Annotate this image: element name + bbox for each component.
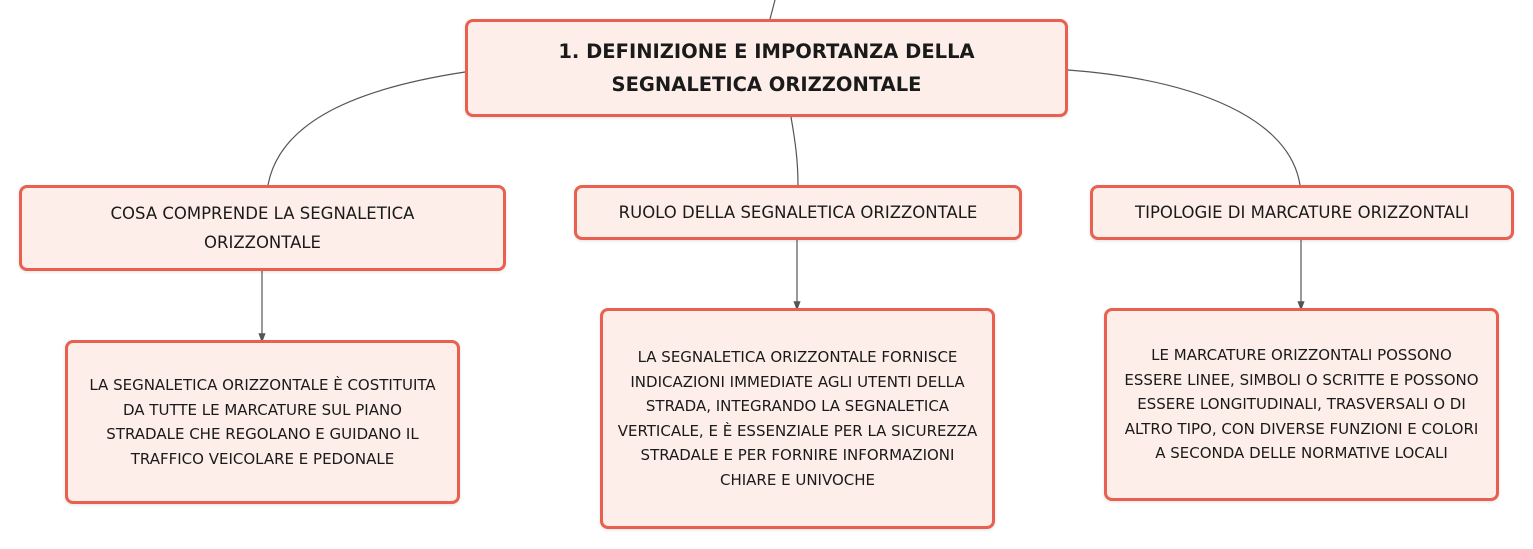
root-label-line-1: 1. DEFINIZIONE E IMPORTANZA DELLA bbox=[558, 40, 975, 63]
root-label-line-2: SEGNALETICA ORIZZONTALE bbox=[611, 73, 922, 96]
branch-node-tipologie[interactable] bbox=[1090, 185, 1514, 240]
detail-text: LE MARCATURE ORIZZONTALI POSSONO ESSERE LINEE, SIMBOLI O SCRITTE E POSSONO ESSERE LONGITUDINALI, TRASVERSALI O DI ALTRO TIPO, CON DIVERSE FUNZIONI E COLORI A SECONDA DELLE NORMATIVE LOCALI bbox=[1124, 346, 1479, 463]
connector-root-to-branch-3 bbox=[1068, 70, 1300, 185]
connector-root-to-branch-1 bbox=[268, 72, 465, 185]
root-label bbox=[558, 35, 974, 101]
connector-parent-to-root bbox=[770, 0, 775, 19]
detail-node-tipologie[interactable] bbox=[1104, 308, 1499, 501]
branch-node-cosa-comprende[interactable] bbox=[19, 185, 506, 271]
detail-node-ruolo[interactable] bbox=[600, 308, 995, 529]
branch-node-ruolo[interactable] bbox=[574, 185, 1022, 240]
root-node[interactable] bbox=[465, 19, 1068, 117]
connector-root-to-branch-2 bbox=[791, 117, 798, 185]
detail-text: LA SEGNALETICA ORIZZONTALE FORNISCE INDICAZIONI IMMEDIATE AGLI UTENTI DELLA STRADA, INTEGRANDO LA SEGNALETICA VERTICALE, E È ESSENZIALE PER LA SICUREZZA STRADALE E PER FORNIRE INFORMAZIONI CHIARE E UNIVOCHE bbox=[617, 348, 978, 489]
detail-text: LA SEGNALETICA ORIZZONTALE È COSTITUITA DA TUTTE LE MARCATURE SUL PIANO STRADALE CHE REGOLANO E GUIDANO IL TRAFFICO VEICOLARE E PEDONALE bbox=[89, 376, 436, 468]
branch-label: RUOLO DELLA SEGNALETICA ORIZZONTALE bbox=[618, 203, 978, 222]
branch-label: TIPOLOGIE DI MARCATURE ORIZZONTALI bbox=[1135, 203, 1469, 222]
branch-label: COSA COMPRENDE LA SEGNALETICA ORIZZONTALE bbox=[110, 204, 415, 252]
detail-node-cosa-comprende[interactable] bbox=[65, 340, 460, 504]
